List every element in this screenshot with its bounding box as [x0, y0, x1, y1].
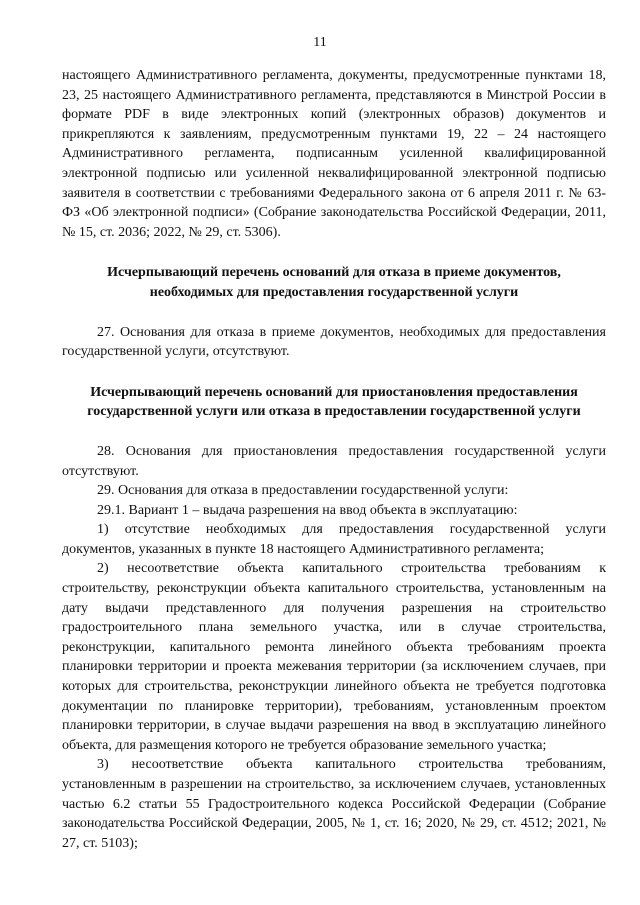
- page-number: 11: [313, 35, 327, 50]
- heading-refusal-acceptance: Исчерпывающий перечень оснований для отказа в приеме документов, необходимых для предоставления государственной услуги: [107, 265, 561, 300]
- paragraph-27: 27. Основания для отказа в приеме документов, необходимых для предоставления государственной услуги, отсутствуют.: [62, 324, 606, 360]
- paragraph-29: 29. Основания для отказа в предоставлении государственной услуги:: [97, 483, 509, 499]
- list-item-3: 3) несоответствие объекта капитального строительства требованиям, установленным в разрешении на строительство, за исключением случаев, установленных частью 6.2 статьи 55 Градостроительного кодекса Российской Федерации (Собрание законодательства Российской Федерации, 2005, № 1, ст. 16; 2020, № 29, ст. 4512; 2021, № 27, ст. 5103);: [62, 757, 606, 851]
- paragraph-28: 28. Основания для приостановления предоставления государственной услуги отсутствуют.: [62, 443, 606, 479]
- paragraph-29-1: 29.1. Вариант 1 – выдача разрешения на ввод объекта в эксплуатацию:: [97, 502, 518, 518]
- list-item-2: 2) несоответствие объекта капитального строительства требованиям к строительству, реконструкции объекта капитального строительства, установленным на дату выдачи представленного для получения разрешения на строительство градостроительного плана земельного участка, или в случае строительства, реконструкции, капитального ремонта линейного объекта требованиям проекта планировки территории и проекта межевания территории (за исключением случаев, при которых для строительства, реконструкции линейного объекта не требуется подготовка документации по планировке территории), требованиям, установленным проектом планировки территории, в случае выдачи разрешения на ввод в эксплуатацию линейного объекта, для размещения которого не требуется образование земельного участка;: [62, 561, 606, 753]
- list-item-1: 1) отсутствие необходимых для предоставления государственной услуги документов, указанных в пункте 18 настоящего Административного регламента;: [62, 522, 606, 557]
- paragraph-continuation: настоящего Административного регламента, документы, предусмотренные пунктами 18, 23, 25 настоящего Административного регламента, представляются в Минстрой России в формате PDF в виде электронных копий (электронных образов) документов и прикрепляются к заявлениям, предусмотренным пунктами 19, 22 – 24 настоящего Административного регламента, подписанным усиленной квалифицированной электронной подписью или усиленной неквалифицированной электронной подписью заявителя в соответствии с требованиями Федерального закона от 6 апреля 2011 г. № 63-ФЗ «Об электронной подписи» (Собрание законодательства Российской Федерации, 2011, № 15, ст. 2036; 2022, № 29, ст. 5306).: [62, 68, 606, 240]
- heading-suspension-refusal: Исчерпывающий перечень оснований для приостановления предоставления государственной услуги или отказа в предоставлении государственной услуги: [87, 384, 581, 420]
- document-body: [62, 66, 606, 853]
